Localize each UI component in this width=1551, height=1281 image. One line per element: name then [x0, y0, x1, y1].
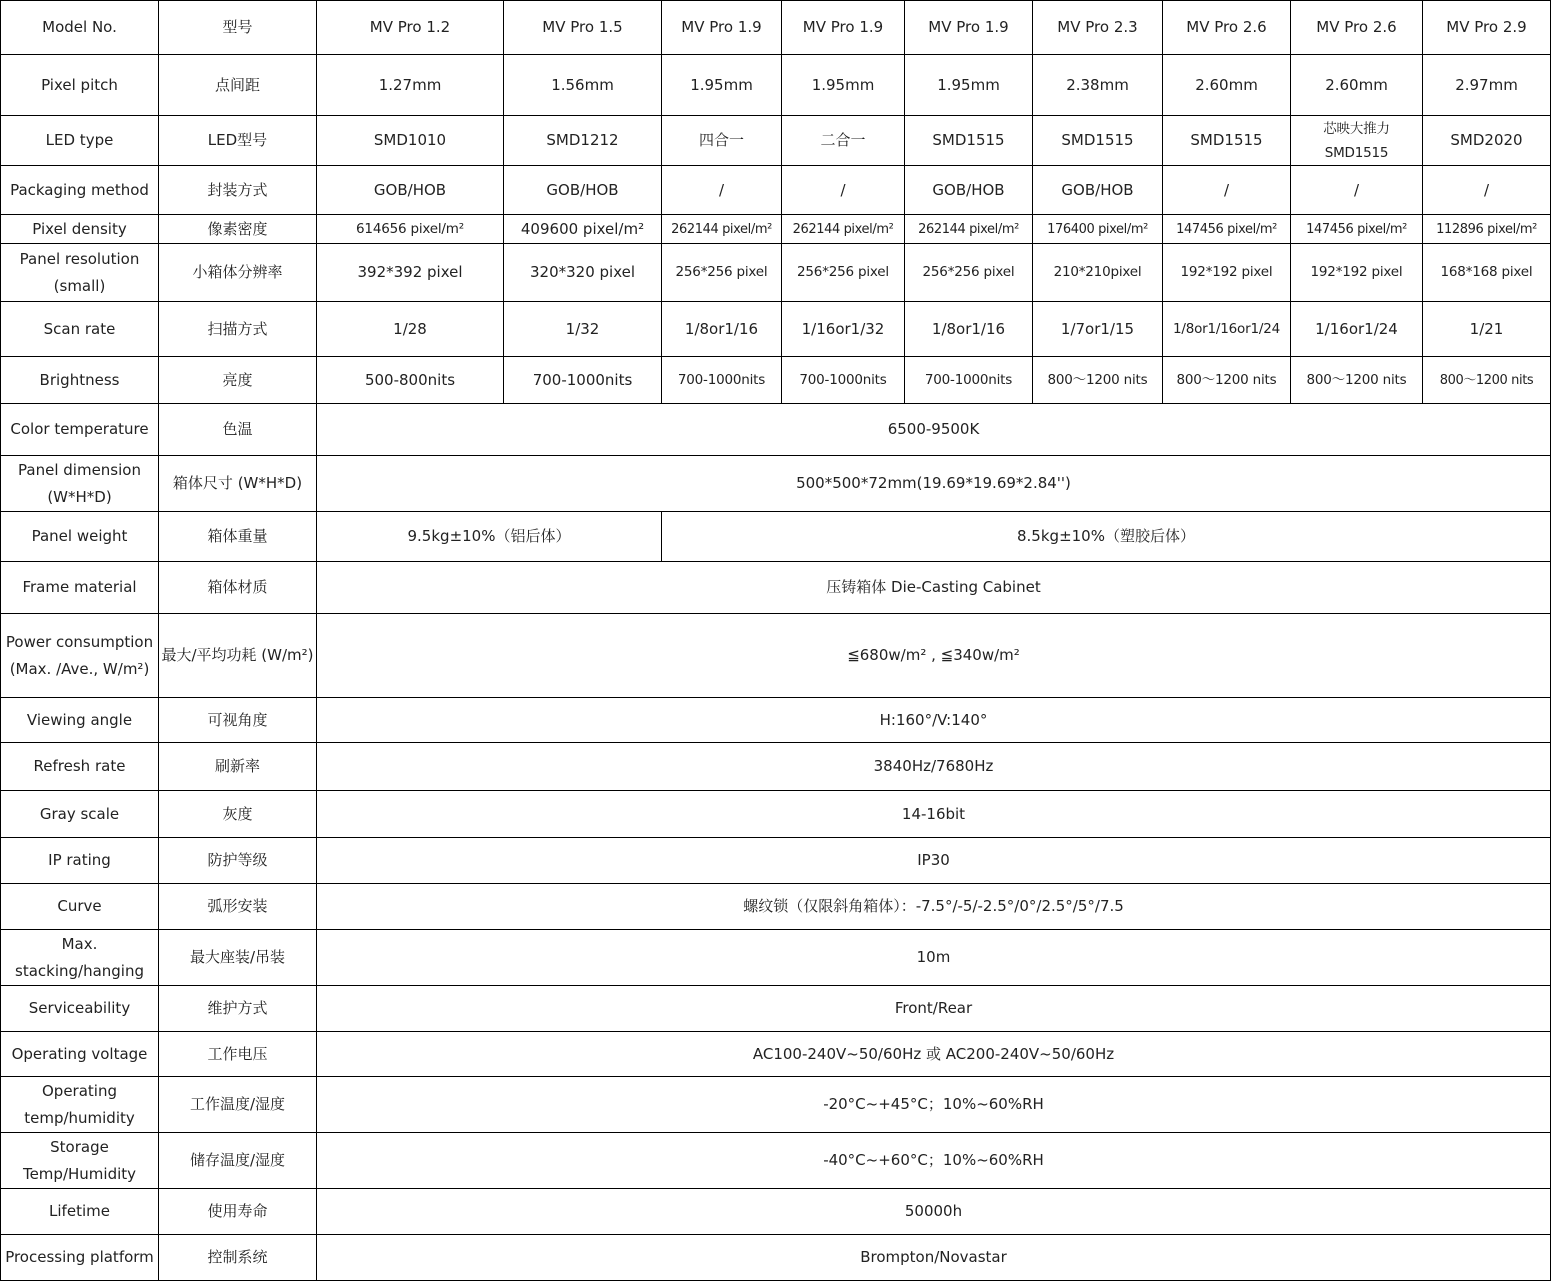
row-label-cn: 可视角度 [159, 698, 317, 743]
row-label-en: Panel resolution (small) [1, 244, 159, 302]
model-name: MV Pro 1.9 [782, 1, 905, 55]
cell-value: 1.56mm [504, 55, 662, 116]
table-row-viewing-angle [1, 698, 1551, 743]
table-row-serviceability [1, 986, 1551, 1032]
row-label-cn: 箱体重量 [159, 512, 317, 562]
table-row-operating-temp [1, 1077, 1551, 1133]
cell-value: 1/16or1/24 [1291, 302, 1423, 357]
row-label-cn: 刷新率 [159, 743, 317, 791]
cell-value: SMD1010 [317, 116, 504, 166]
model-name: MV Pro 2.6 [1291, 1, 1423, 55]
row-label-cn: 最大/平均功耗 (W/m²) [159, 614, 317, 698]
cell-value: 1/28 [317, 302, 504, 357]
cell-value: 9.5kg±10%（铝后体） [317, 512, 662, 562]
row-label-en: Pixel density [1, 215, 159, 244]
row-label-cn: 扫描方式 [159, 302, 317, 357]
row-label-en: Packaging method [1, 166, 159, 215]
model-name: MV Pro 1.9 [662, 1, 782, 55]
cell-value: SMD1515 [1163, 116, 1291, 166]
cell-value: / [1163, 166, 1291, 215]
cell-value: 210*210pixel [1033, 244, 1163, 302]
cell-value: 1.95mm [662, 55, 782, 116]
cell-value: 1.95mm [905, 55, 1033, 116]
cell-value: 192*192 pixel [1163, 244, 1291, 302]
cell-value: 500-800nits [317, 357, 504, 404]
cell-value: GOB/HOB [504, 166, 662, 215]
cell-value: 2.60mm [1291, 55, 1423, 116]
row-label-cn: 工作电压 [159, 1032, 317, 1077]
row-label-en: LED type [1, 116, 159, 166]
cell-value: 1.95mm [782, 55, 905, 116]
row-label-en: Power consumption (Max. /Ave., W/m²) [1, 614, 159, 698]
cell-value: 1/8or1/16 [905, 302, 1033, 357]
row-label-cn: 型号 [159, 1, 317, 55]
table-row-storage-temp [1, 1133, 1551, 1189]
row-label-en: Processing platform [1, 1235, 159, 1281]
cell-value: 500*500*72mm(19.69*19.69*2.84'') [317, 456, 1551, 512]
cell-value: 800～1200 nits [1423, 357, 1551, 404]
cell-value: 10m [317, 930, 1551, 986]
cell-value: 700-1000nits [662, 357, 782, 404]
cell-value: 112896 pixel/m² [1423, 215, 1551, 244]
cell-value: 50000h [317, 1189, 1551, 1235]
cell-value: 168*168 pixel [1423, 244, 1551, 302]
row-label-en: Pixel pitch [1, 55, 159, 116]
cell-value: AC100-240V~50/60Hz 或 AC200-240V~50/60Hz [317, 1032, 1551, 1077]
row-label-cn: 控制系统 [159, 1235, 317, 1281]
table-row-pixel-density [1, 215, 1551, 244]
cell-value: 262144 pixel/m² [782, 215, 905, 244]
cell-value: / [662, 166, 782, 215]
row-label-cn: 色温 [159, 404, 317, 456]
row-label-cn: 箱体尺寸 (W*H*D) [159, 456, 317, 512]
cell-value: 1/16or1/32 [782, 302, 905, 357]
model-name: MV Pro 1.9 [905, 1, 1033, 55]
cell-value: 二合一 [782, 116, 905, 166]
cell-value: 256*256 pixel [782, 244, 905, 302]
cell-value: 压铸箱体 Die-Casting Cabinet [317, 562, 1551, 614]
table-row-panel-dimension [1, 456, 1551, 512]
row-label-cn: 像素密度 [159, 215, 317, 244]
cell-value: -40°C~+60°C；10%~60%RH [317, 1133, 1551, 1189]
row-label-cn: 封装方式 [159, 166, 317, 215]
row-label-cn: 弧形安装 [159, 884, 317, 930]
cell-value: 176400 pixel/m² [1033, 215, 1163, 244]
row-label-en: Curve [1, 884, 159, 930]
cell-value: 800～1200 nits [1033, 357, 1163, 404]
cell-value: Brompton/Novastar [317, 1235, 1551, 1281]
table-row-led-type [1, 116, 1551, 166]
table-row-refresh-rate [1, 743, 1551, 791]
table-row-model [1, 1, 1551, 55]
row-label-en: Max. stacking/hanging [1, 930, 159, 986]
row-label-en: Brightness [1, 357, 159, 404]
model-name: MV Pro 1.5 [504, 1, 662, 55]
row-label-en: Operating temp/humidity [1, 1077, 159, 1133]
row-label-en: Lifetime [1, 1189, 159, 1235]
cell-value: H:160°/V:140° [317, 698, 1551, 743]
cell-value: 147456 pixel/m² [1291, 215, 1423, 244]
cell-value: GOB/HOB [1033, 166, 1163, 215]
cell-value: SMD2020 [1423, 116, 1551, 166]
row-label-cn: 使用寿命 [159, 1189, 317, 1235]
cell-value: 256*256 pixel [662, 244, 782, 302]
row-label-en: Model No. [1, 1, 159, 55]
cell-value: 1.27mm [317, 55, 504, 116]
model-name: MV Pro 2.6 [1163, 1, 1291, 55]
cell-value: / [782, 166, 905, 215]
cell-value: 147456 pixel/m² [1163, 215, 1291, 244]
row-label-en: Operating voltage [1, 1032, 159, 1077]
cell-value: 800～1200 nits [1163, 357, 1291, 404]
cell-value: 芯映大推力 SMD1515 [1291, 116, 1423, 166]
cell-value: 614656 pixel/m² [317, 215, 504, 244]
cell-value: 192*192 pixel [1291, 244, 1423, 302]
row-label-en: Serviceability [1, 986, 159, 1032]
row-label-en: Frame material [1, 562, 159, 614]
cell-value: 8.5kg±10%（塑胶后体） [662, 512, 1551, 562]
cell-value: 6500-9500K [317, 404, 1551, 456]
cell-value: IP30 [317, 838, 1551, 884]
cell-value: 700-1000nits [905, 357, 1033, 404]
table-row-ip-rating [1, 838, 1551, 884]
row-label-en: Refresh rate [1, 743, 159, 791]
cell-value: 320*320 pixel [504, 244, 662, 302]
cell-value: 256*256 pixel [905, 244, 1033, 302]
cell-value: 1/21 [1423, 302, 1551, 357]
cell-value: 262144 pixel/m² [662, 215, 782, 244]
row-label-cn: 亮度 [159, 357, 317, 404]
cell-value: Front/Rear [317, 986, 1551, 1032]
table-row-panel-resolution [1, 244, 1551, 302]
cell-value: 1/8or1/16 [662, 302, 782, 357]
cell-value: 392*392 pixel [317, 244, 504, 302]
cell-value: 14-16bit [317, 791, 1551, 838]
cell-value: -20°C~+45°C；10%~60%RH [317, 1077, 1551, 1133]
table-row-pixel-pitch [1, 55, 1551, 116]
cell-value: SMD1515 [1033, 116, 1163, 166]
cell-value: 700-1000nits [504, 357, 662, 404]
row-label-en: IP rating [1, 838, 159, 884]
cell-value: / [1291, 166, 1423, 215]
row-label-cn: LED型号 [159, 116, 317, 166]
table-row-color-temperature [1, 404, 1551, 456]
table-row-frame-material [1, 562, 1551, 614]
cell-value: 2.60mm [1163, 55, 1291, 116]
row-label-en: Panel dimension (W*H*D) [1, 456, 159, 512]
cell-value: 2.97mm [1423, 55, 1551, 116]
row-label-cn: 灰度 [159, 791, 317, 838]
cell-value: GOB/HOB [905, 166, 1033, 215]
cell-value: 四合一 [662, 116, 782, 166]
model-name: MV Pro 2.9 [1423, 1, 1551, 55]
cell-value: 262144 pixel/m² [905, 215, 1033, 244]
cell-value: / [1423, 166, 1551, 215]
cell-value: 1/32 [504, 302, 662, 357]
cell-value: 1/7or1/15 [1033, 302, 1163, 357]
row-label-cn: 点间距 [159, 55, 317, 116]
model-name: MV Pro 2.3 [1033, 1, 1163, 55]
row-label-cn: 工作温度/湿度 [159, 1077, 317, 1133]
cell-value: SMD1212 [504, 116, 662, 166]
cell-value: 2.38mm [1033, 55, 1163, 116]
row-label-cn: 维护方式 [159, 986, 317, 1032]
row-label-cn: 储存温度/湿度 [159, 1133, 317, 1189]
row-label-en: Viewing angle [1, 698, 159, 743]
cell-value: GOB/HOB [317, 166, 504, 215]
cell-value: SMD1515 [905, 116, 1033, 166]
row-label-en: Storage Temp/Humidity [1, 1133, 159, 1189]
cell-value: ≦680w/m² , ≦340w/m² [317, 614, 1551, 698]
table-row-processing-platform [1, 1235, 1551, 1281]
table-row-power-consumption [1, 614, 1551, 698]
table-row-curve [1, 884, 1551, 930]
model-name: MV Pro 1.2 [317, 1, 504, 55]
cell-value: 800～1200 nits [1291, 357, 1423, 404]
table-row-gray-scale [1, 791, 1551, 838]
row-label-cn: 最大座装/吊装 [159, 930, 317, 986]
row-label-cn: 箱体材质 [159, 562, 317, 614]
cell-value: 3840Hz/7680Hz [317, 743, 1551, 791]
row-label-en: Panel weight [1, 512, 159, 562]
row-label-cn: 防护等级 [159, 838, 317, 884]
row-label-en: Scan rate [1, 302, 159, 357]
table-row-max-stacking [1, 930, 1551, 986]
row-label-cn: 小箱体分辨率 [159, 244, 317, 302]
cell-value: 700-1000nits [782, 357, 905, 404]
table-row-brightness [1, 357, 1551, 404]
row-label-en: Color temperature [1, 404, 159, 456]
cell-value: 螺纹锁（仅限斜角箱体）：-7.5°/-5/-2.5°/0°/2.5°/5°/7.5 [317, 884, 1551, 930]
table-row-panel-weight [1, 512, 1551, 562]
row-label-en: Gray scale [1, 791, 159, 838]
cell-value: 409600 pixel/m² [504, 215, 662, 244]
cell-value: 1/8or1/16or1/24 [1163, 302, 1291, 357]
table-row-lifetime [1, 1189, 1551, 1235]
table-row-scan-rate [1, 302, 1551, 357]
table-row-operating-voltage [1, 1032, 1551, 1077]
table-row-packaging [1, 166, 1551, 215]
